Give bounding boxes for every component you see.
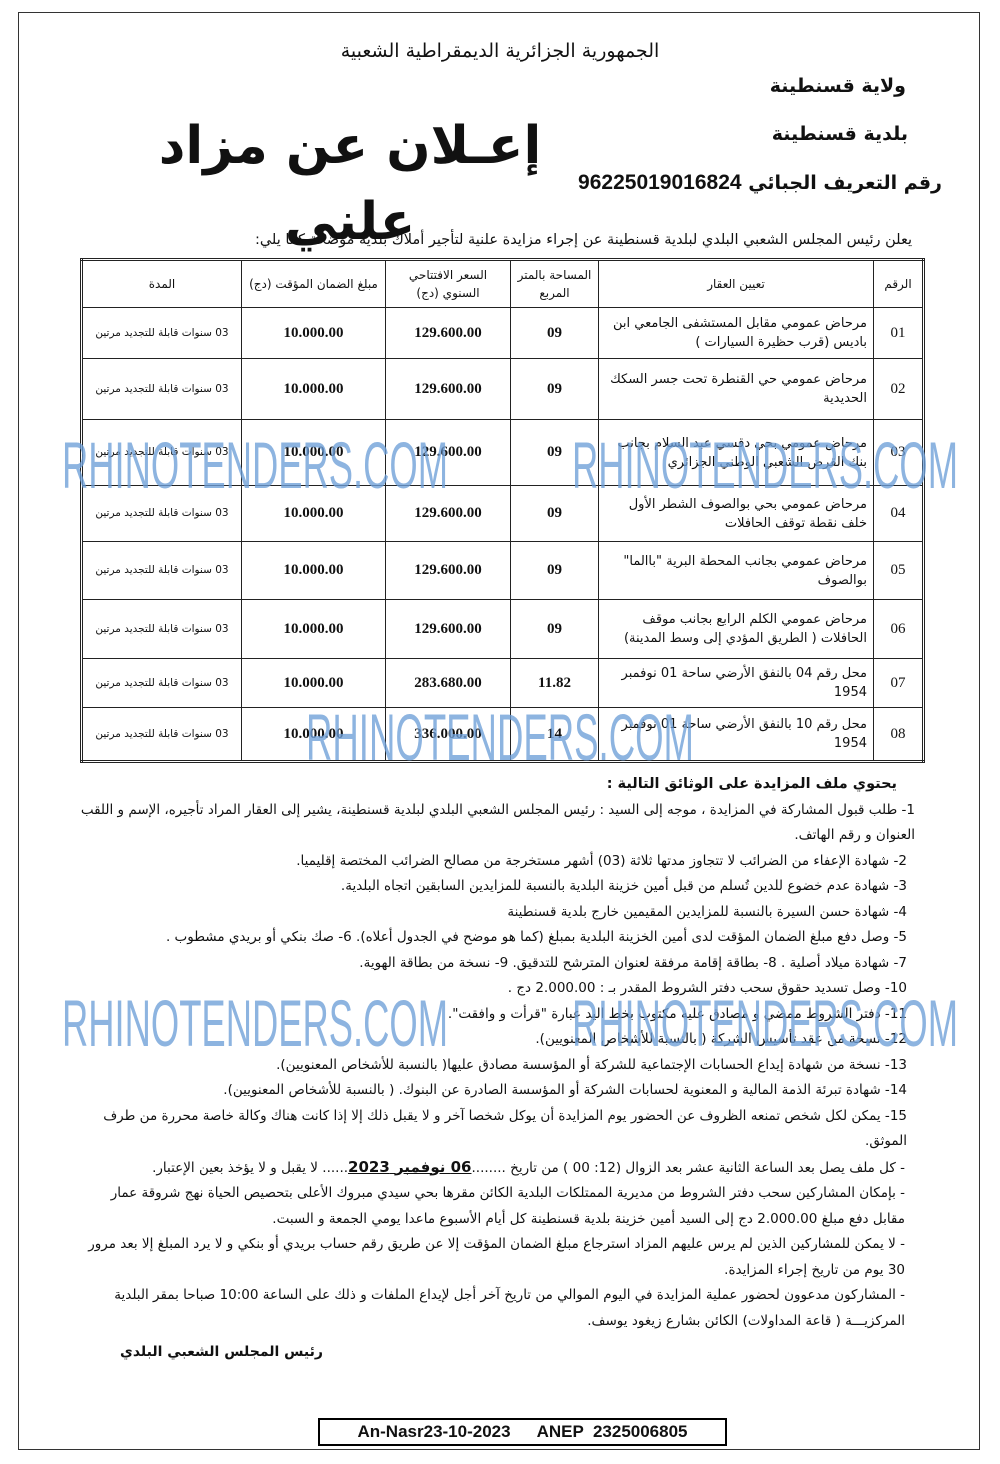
deposit-value: 10.000.00 (242, 486, 386, 542)
property-description: مرحاض عمومي مقابل المستشفى الجامعي ابن باديس (قرب حظيرة السيارات ) (599, 308, 874, 359)
header-area: المساحة بالمتر المربع (511, 260, 599, 308)
area-value: 09 (511, 542, 599, 600)
property-description: مرحاض عمومي حي القنطرة تحت جسر السكك الحديدية (599, 359, 874, 420)
opening-price-value: 129.600.00 (386, 600, 511, 659)
document-item: 5- وصل دفع مبلغ الضمان المؤقت لدى أمين الخزينة البلدية بمبلغ (كما هو موضح في الجدول أعلاه). 6- صك بنكي أو بريدي مشطوب . (165, 929, 907, 945)
document-item: 7- شهادة ميلاد أصلية . 8- بطاقة إقامة مرفقة لعنوان المترشح للتدقيق. 9- نسخة من بطاقة الهوية. (359, 954, 907, 971)
area-value: 09 (511, 600, 599, 659)
opening-price-value: 129.600.00 (386, 308, 511, 359)
deposit-value: 10.000.00 (242, 708, 386, 762)
header-duration: المدة (82, 260, 242, 308)
document-item: 1- طلب قبول المشاركة في المزايدة ، موجه إلى السيد : رئيس المجلس الشعبي البلدي لبلدية قسنطينة، يشير إلى العقار المراد تأجيره، الإسم و اللقب العنوان و رقم الهاتف. (80, 801, 915, 843)
table-row (82, 542, 924, 600)
property-description: محل رقم 04 بالنفق الأرضي ساحة 01 نوفمبر 1954 (599, 659, 874, 708)
header-deposit: مبلغ الضمان المؤقت (دج) (242, 260, 386, 308)
note-item: - لا يمكن للمشاركين الذين لم يرس عليهم المزاد استرجاع مبلغ الضمان المؤقت إلا عن طريق رقم حساب بريدي أو بنكي و لا يرد المبلغ إلا بعد مرور 30 يوم من تاريخ إجراء المزايدة. (88, 1236, 905, 1278)
tax-id-number: 96225019016824 (578, 171, 742, 194)
municipality-label: بلدية قسنطينة (771, 123, 908, 145)
watermark (62, 988, 448, 1052)
area-value: 11.82 (511, 659, 599, 708)
watermark-text: RHINOTENDERS.COM (62, 430, 448, 494)
property-description: مرحاض عمومي بحي بوالصوف الشطر الأول خلف نقطة توقف الحافلات (599, 486, 874, 542)
deposit-value: 10.000.00 (242, 600, 386, 659)
property-description: مرحاض عمومي الكلم الرابع بجانب موقف الحافلات ( الطريق المؤدي إلى وسط المدينة) (599, 600, 874, 659)
signature-label: رئيس المجلس الشعبي البلدي (120, 1344, 323, 1360)
opening-price-value: 129.600.00 (386, 420, 511, 486)
deposit-value: 10.000.00 (242, 308, 386, 359)
deposit-value: 10.000.00 (242, 542, 386, 600)
property-description: مرحاض عمومي بجانب المحطة البرية "باالما" بوالصوف (599, 542, 874, 600)
header-opening-price: السعر الافتتاحي السنوي (دج) (386, 260, 511, 308)
republic-heading: الجمهورية الجزائرية الديمقراطية الشعبية (340, 40, 660, 62)
row-number: 08 (874, 708, 924, 762)
properties-table (80, 258, 925, 763)
header-number: الرقم (874, 260, 924, 308)
document-item: 15- يمكن لكل شخص تمنعه الظروف عن الحضور يوم المزايدة أن يوكل شخصا آخر و لا يقبل ذلك إلا إذا كانت هناك وكالة خاصة محررة من طرف الموثق. (103, 1107, 907, 1149)
duration-value: 03 سنوات قابلة للتجديد مرتين (82, 308, 242, 359)
row-number: 06 (874, 600, 924, 659)
area-value: 09 (511, 420, 599, 486)
area-value: 09 (511, 308, 599, 359)
documents-heading: يحتوي ملف المزايدة على الوثائق التالية : (606, 776, 897, 792)
duration-value: 03 سنوات قابلة للتجديد مرتين (82, 542, 242, 600)
document-item: 2- شهادة الإعفاء من الضرائب لا تتجاوز مدتها ثلاثة (03) أشهر مستخرجة من مصالح الضرائب المختصة إقليميا. (296, 852, 907, 869)
row-number: 01 (874, 308, 924, 359)
area-value: 09 (511, 486, 599, 542)
deposit-value: 10.000.00 (242, 659, 386, 708)
area-value: 09 (511, 359, 599, 420)
document-item: 13- نسخة من شهادة إيداع الحسابات الإجتماعية للشركة أو المؤسسة مصادق عليها( بالنسبة للأشخاص المعنويين). (276, 1056, 907, 1073)
watermark-text: RHINOTENDERS.COM (306, 702, 694, 766)
document-item: 12- نسخة من عقد تأسيس الشركة ( بالنسبة للأشخاص المعنويين). (535, 1031, 907, 1047)
note-item: - المشاركون مدعوون لحضور عملية المزايدة في اليوم الموالي من تاريخ آخر أجل لإيداع الملفات و ذلك على الساعة 10:00 صباحا بمقر البلدية المركزيـــة ( قاعة المداولات) الكائن بشارع زيغود يوسف. (114, 1287, 905, 1329)
row-number: 03 (874, 420, 924, 486)
newspaper-reference: An-Nasr23-10-2023 (357, 1422, 511, 1441)
watermark (62, 430, 448, 494)
anep-reference: ANEP 2325006805 (536, 1422, 688, 1441)
tax-id-line (560, 168, 942, 198)
document-item: 4- شهادة حسن السيرة بالنسبة للمزايدين المقيمين خارج بلدية قسنطينة (507, 903, 907, 920)
wilaya-label: ولاية قسنطينة (769, 75, 906, 97)
deadline-note (80, 1155, 915, 1182)
documents-section (80, 772, 915, 1366)
duration-value: 03 سنوات قابلة للتجديد مرتين (82, 659, 242, 708)
table-row (82, 600, 924, 659)
watermark-text: RHINOTENDERS.COM (62, 988, 448, 1052)
row-number: 05 (874, 542, 924, 600)
duration-value: 03 سنوات قابلة للتجديد مرتين (82, 600, 242, 659)
document-item: 10- وصل تسديد حقوق سحب دفتر الشروط المقدر بـ : 2.000.00 دج . (507, 980, 907, 996)
publication-footer (318, 1418, 727, 1446)
opening-price-value: 129.600.00 (386, 542, 511, 600)
note-item: - بإمكان المشاركين سحب دفتر الشروط من مديرية الممتلكات البلدية الكائن مقرها بحي سيدي مبروك الأعلى بتحصيص الحياة نهج شروقة عمار مقابل دفع مبلغ 2.000.00 دج إلى السيد أمين خزينة بلدية قسنطينة كل أيام الأسبوع ماعدا يومي الجمعة و السبت. (110, 1185, 905, 1227)
property-description: محل رقم 10 بالنفق الأرضي ساحة 01 نوفمبر 1954 (599, 708, 874, 762)
opening-price-value: 283.680.00 (386, 659, 511, 708)
duration-value: 03 سنوات قابلة للتجديد مرتين (82, 359, 242, 420)
watermark (306, 702, 694, 766)
deposit-value: 10.000.00 (242, 420, 386, 486)
deadline-date: 06 نوفمبر 2023 (348, 1157, 472, 1176)
watermark (572, 430, 958, 494)
row-number: 07 (874, 659, 924, 708)
opening-price-value: 129.600.00 (386, 486, 511, 542)
deposit-value: 10.000.00 (242, 359, 386, 420)
duration-value: 03 سنوات قابلة للتجديد مرتين (82, 708, 242, 762)
area-value: 14 (511, 708, 599, 762)
table-row (82, 308, 924, 359)
row-number: 02 (874, 359, 924, 420)
duration-value: 03 سنوات قابلة للتجديد مرتين (82, 420, 242, 486)
property-description: مرحاض عمومي بحي دقسي عبد السلام بجانب بنك القرض الشعبي الوطني الجزائري (599, 420, 874, 486)
watermark-text: RHINOTENDERS.COM (572, 430, 958, 494)
table-row (82, 659, 924, 708)
header-property: تعيين العقار (599, 260, 874, 308)
opening-price-value: 336.000.00 (386, 708, 511, 762)
tax-id-label: رقم التعريف الجبائي (748, 172, 942, 194)
document-item: 14- شهادة تبرئة الذمة المالية و المعنوية لحسابات الشركة أو المؤسسة الصادرة عن البنوك. ( بالنسبة للأشخاص المعنويين). (223, 1082, 907, 1098)
deadline-note-before: - كل ملف يصل بعد الساعة الثانية عشر بعد الزوال (12: 00 ) من تاريخ ........ (471, 1159, 905, 1176)
duration-value: 03 سنوات قابلة للتجديد مرتين (82, 486, 242, 542)
watermark-text: RHINOTENDERS.COM (572, 988, 958, 1052)
document-item: 3- شهادة عدم خضوع للدين تُسلم من قبل أمين خزينة البلدية بالنسبة للمزايدين السابقين اتجاه البلدية. (340, 878, 907, 894)
intro-paragraph: يعلن رئيس المجلس الشعبي البلدي لبلدية قسنطينة عن إجراء مزايدة علنية لتأجير أملاك بلدية موضحة كما يلي: (254, 232, 912, 248)
table-header-row (82, 260, 924, 308)
page-title: إعـلان عن مزاد علني (158, 116, 542, 252)
document-item: 11- دفتر الشروط ممضي و مصادق عليه مكتوب بخط اليد عبارة "قرأت و وافقت". (447, 1005, 907, 1022)
opening-price-value: 129.600.00 (386, 359, 511, 420)
row-number: 04 (874, 486, 924, 542)
table-row (82, 359, 924, 420)
deadline-note-after: ...... لا يقبل و لا يؤخذ بعين الإعتبار. (152, 1159, 349, 1176)
watermark (572, 988, 958, 1052)
